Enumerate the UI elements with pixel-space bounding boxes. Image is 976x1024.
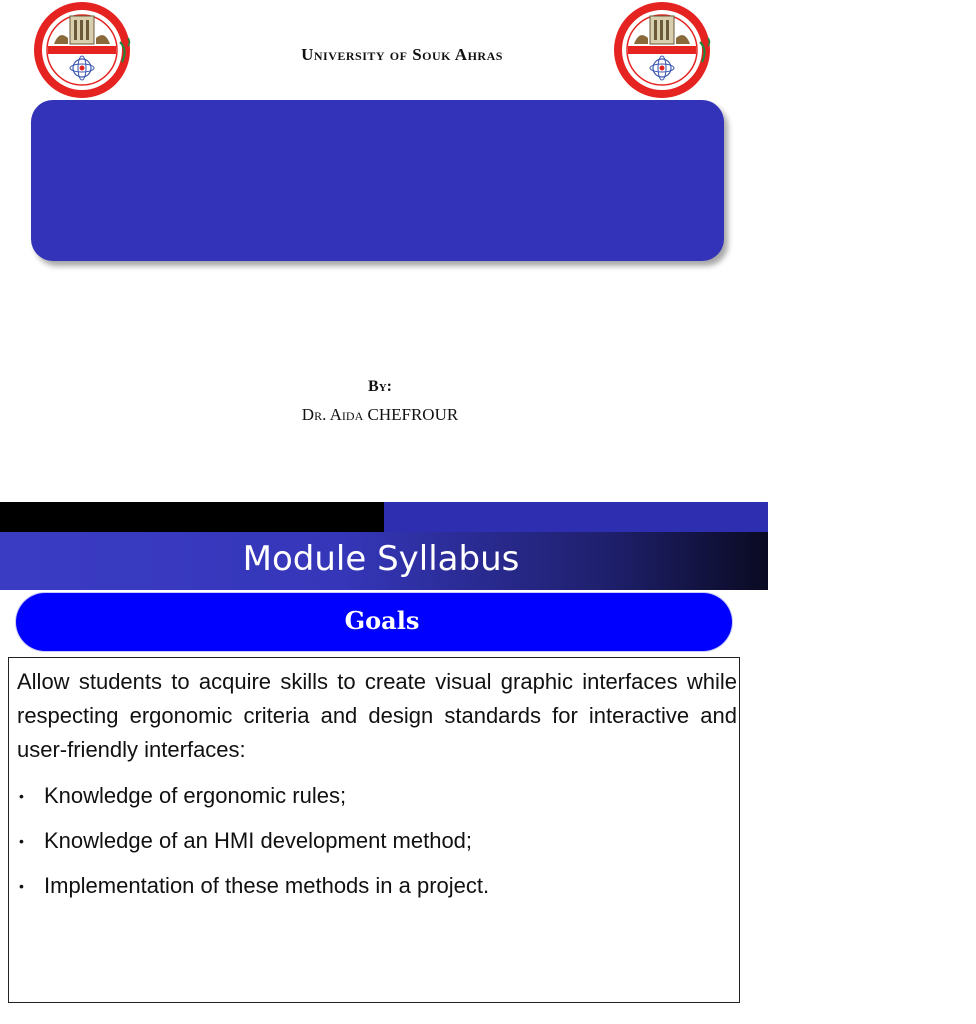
goals-intro-text: Allow students to acquire skills to create visual graphic interfaces while respecting ergonomic criteria and design standards for interactive and user-friendly interfaces: bbox=[17, 669, 737, 762]
heading-band bbox=[0, 532, 768, 590]
university-seal-icon bbox=[612, 2, 716, 98]
goals-content-box bbox=[8, 657, 740, 1003]
title-box bbox=[31, 100, 724, 261]
bullet-icon: • bbox=[19, 788, 24, 804]
author-name: Dr. Aida CHEFROUR bbox=[301, 405, 459, 424]
list-item bbox=[9, 872, 739, 917]
goals-label: Goals bbox=[344, 606, 420, 635]
list-item-text: Knowledge of ergonomic rules; bbox=[44, 783, 347, 808]
university-title: University of Souk Ahras bbox=[301, 45, 503, 64]
list-item-text: Implementation of these methods in a project. bbox=[44, 873, 490, 898]
bullet-icon: • bbox=[19, 833, 24, 849]
goals-list bbox=[9, 782, 739, 917]
bullet-icon: • bbox=[19, 878, 24, 894]
list-item-text: Knowledge of an HMI development method; bbox=[44, 828, 473, 853]
syllabus-slide bbox=[0, 502, 976, 1024]
header-university: University of Souk Ahras bbox=[846, 509, 976, 523]
header-bar-left bbox=[0, 502, 384, 532]
header-bar-right bbox=[384, 502, 976, 532]
list-item bbox=[9, 827, 739, 872]
by-label: By: bbox=[368, 378, 392, 395]
title-slide bbox=[0, 0, 768, 500]
slide-heading: Module Syllabus bbox=[242, 539, 520, 579]
goals-banner bbox=[16, 593, 732, 651]
list-item bbox=[9, 782, 739, 827]
